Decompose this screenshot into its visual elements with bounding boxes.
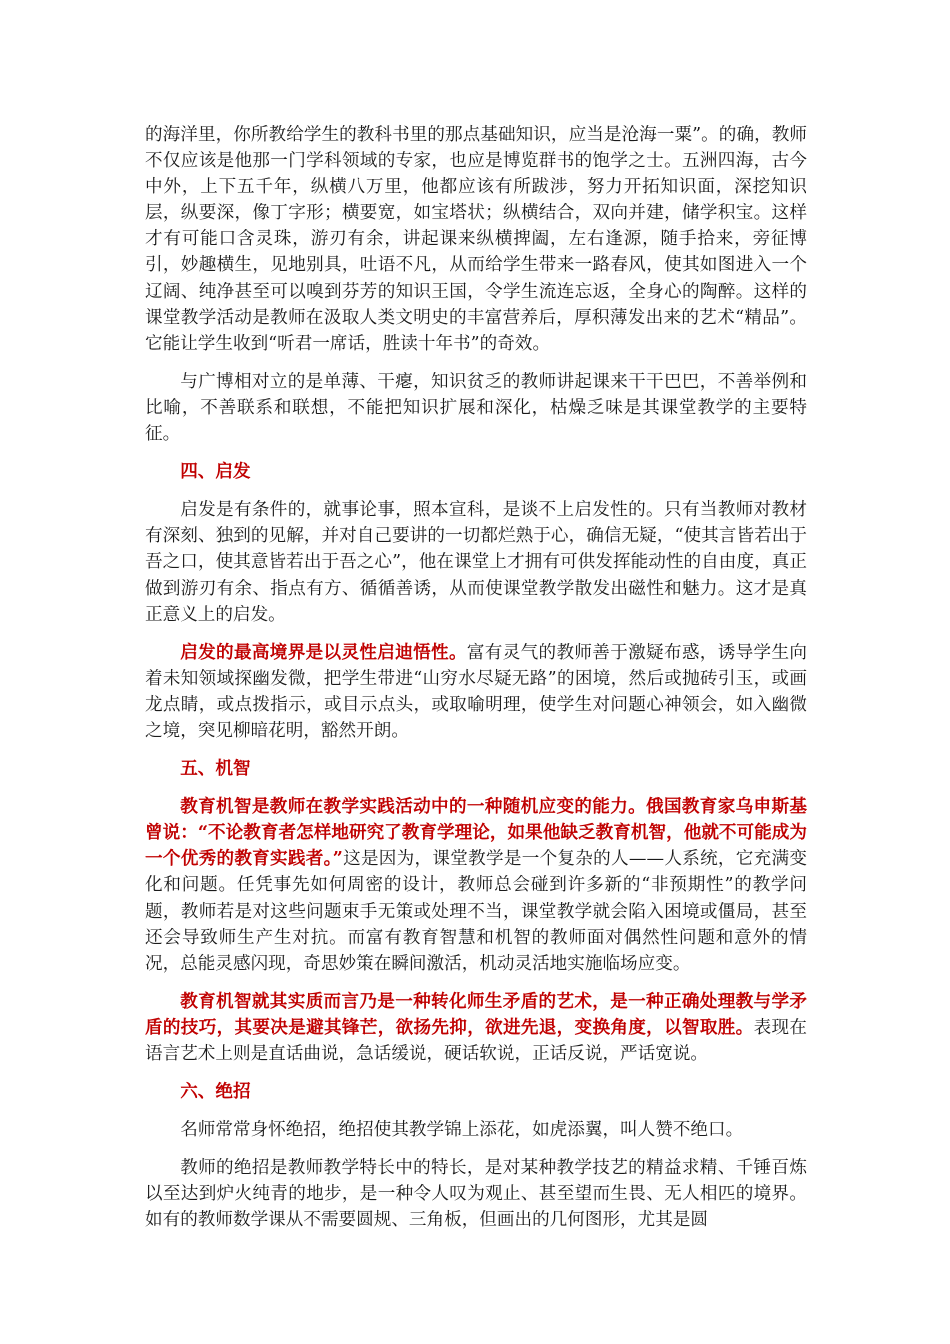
paragraph-text: 教师的绝招是教师教学特长中的特长，是对某种教学技艺的精益求精、千锤百炼以至达到炉火纯青的地步，是一种令人叹为观止、甚至望而生畏、无人相匹的境界。如有的教师数学课从不需要圆规、三角板，但画出的几何图形，尤其是圆 — [145, 1158, 807, 1231]
document-body — [145, 122, 807, 1246]
paragraph — [145, 794, 807, 977]
section-heading-text: 五、机智 — [180, 758, 251, 780]
paragraph-text: 与广博相对立的是单薄、干瘪，知识贫乏的教师讲起课来干干巴巴，不善举例和比喻，不善联系和联想，不能把知识扩展和深化，枯燥乏味是其课堂教学的主要特征。 — [145, 371, 807, 445]
section-heading — [145, 756, 807, 782]
paragraph — [145, 497, 807, 627]
paragraph — [145, 369, 807, 447]
paragraph-text: 名师常常身怀绝招，绝招使其教学锦上添花，如虎添翼，叫人赞不绝口。 — [180, 1120, 744, 1141]
paragraph-text: 启发是有条件的，就事论事，照本宣科，是谈不上启发性的。只有当教师对教材有深刻、独到的见解，并对自己要讲的一切都烂熟于心，确信无疑，“使其言皆若出于吾之口，使其意皆若出于吾之心”，他在课堂上才拥有可供发挥能动性的自由度，真正做到游刃有余、指点有方、循循善诱，从而使课堂教学散发出磁性和魅力。这才是真正意义上的启发。 — [145, 500, 807, 625]
paragraph-text: 这是因为，课堂教学是一个复杂的人——人系统，它充满变化和问题。任凭事先如何周密的设计，教师总会碰到许多新的“非预期性”的教学问题，教师若是对这些问题束手无策或处理不当，课堂教学就会陷入困境或僵局，甚至还会导致师生产生对抗。而富有教育智慧和机智的教师面对偶然性问题和意外的情况，总能灵感闪现，奇思妙策在瞬间激活，机动灵活地实施临场应变。 — [145, 849, 807, 974]
paragraph — [145, 1155, 807, 1233]
paragraph — [145, 640, 807, 744]
section-heading-text: 四、启发 — [180, 461, 251, 483]
section-heading-text: 六、绝招 — [180, 1081, 251, 1103]
emphasis-text: 启发的最高境界是以灵性启迪悟性。 — [180, 641, 467, 663]
paragraph — [145, 989, 807, 1067]
paragraph-text: 的海洋里，你所教给学生的教科书里的那点基础知识，应当是沧海一粟”。的确，教师不仅应该是他那一门学科领域的专家，也应是博览群书的饱学之士。五洲四海，古今中外，上下五千年，纵横八万里，他都应该有所跋涉，努力开拓知识面，深挖知识层，纵要深，像丁字形；横要宽，如宝塔状；纵横结合，双向并建，储学积宝。这样才有可能口含灵珠，游刃有余，讲起课来纵横捭阖，左右逢源，随手拾来，旁征博引，妙趣横生，见地别具，吐语不凡，从而给学生带来一路春风，使其如图进入一个辽阔、纯净甚至可以嗅到芬芳的知识王国，令学生流连忘返，全身心的陶醉。这样的课堂教学活动是教师在汲取人类文明史的丰富营养后，厚积薄发出来的艺术“精品”。它能让学生收到“听君一席话，胜读十年书”的奇效。 — [145, 125, 807, 354]
paragraph-text: 富有灵气的教师善于激疑布惑，诱导学生向着未知领域探幽发微，把学生带进“山穷水尽疑无路”的困境，然后或抛砖引玉，或画龙点睛，或点拨指示，或目示点头，或取喻明理，使学生对问题心神领会，如入幽微之境，突见柳暗花明，豁然开朗。 — [145, 642, 807, 741]
section-heading — [145, 459, 807, 485]
paragraph — [145, 1117, 807, 1143]
emphasis-text: 教育机智是教师在教学实践活动中的一种随机应变的能力。俄国教育家乌申斯基曾说：“不论教育者怎样地研究了教育学理论，如果他缺乏教育机智，他就不可能成为一个优秀的教育实践者。” — [145, 796, 807, 870]
emphasis-text: 教育机智就其实质而言乃是一种转化师生矛盾的艺术，是一种正确处理教与学矛盾的技巧，其要决是避其锋芒，欲扬先抑，欲进先退，变换角度，以智取胜。 — [145, 990, 807, 1038]
paragraph-text: 表现在语言艺术上则是直话曲说，急话缓说，硬话软说，正话反说，严话宽说。 — [145, 1017, 807, 1064]
section-heading — [145, 1079, 807, 1105]
paragraph — [145, 122, 807, 357]
